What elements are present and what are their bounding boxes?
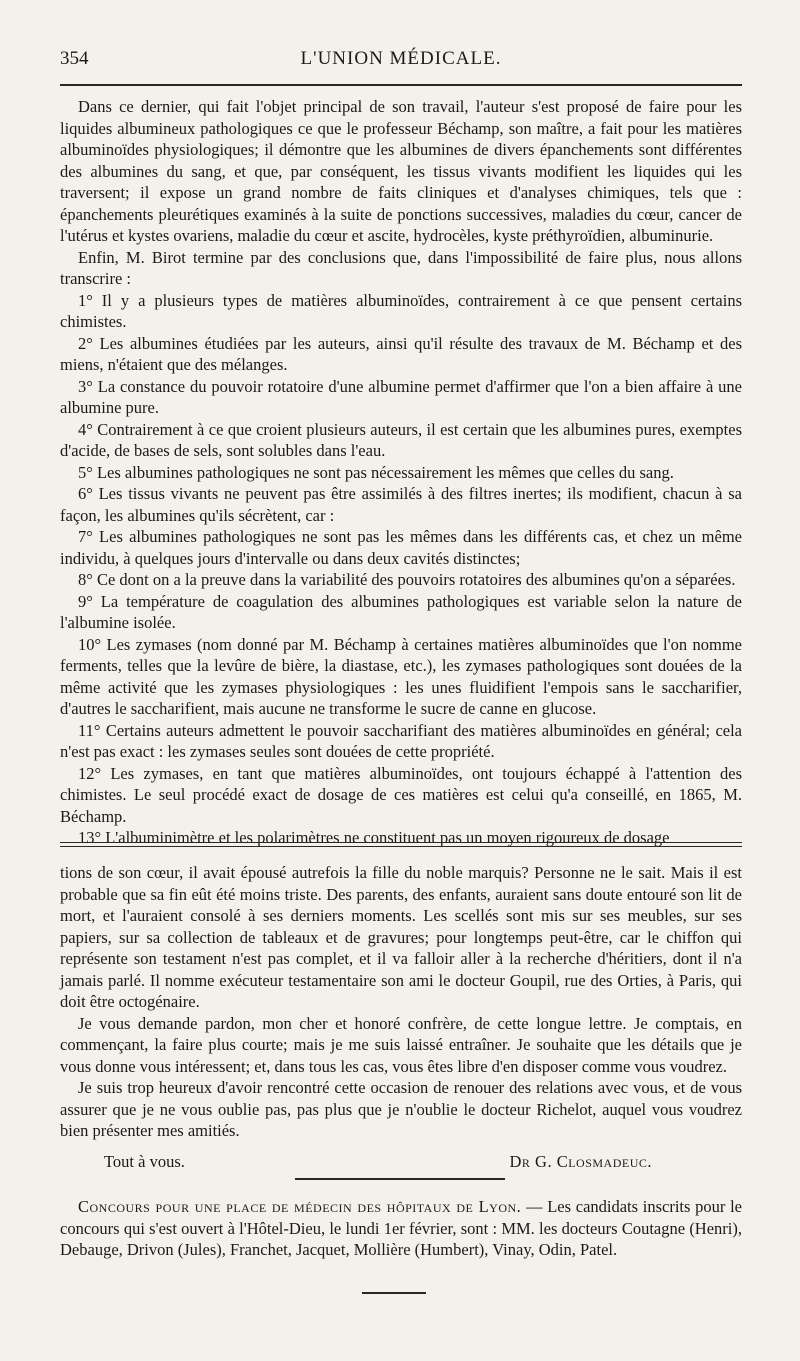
conclusion-item: 13° L'albuminimètre et les polarimètres ne constituent pas un moyen rigoureux de dosage <box>78 828 670 847</box>
conclusion-item: 3° La constance du pouvoir rotatoire d'une albumine permet d'affirmer que l'on a bien affaire à une albumine pure. <box>60 376 742 417</box>
end-rule <box>362 1292 426 1294</box>
letter-closing: Tout à vous. <box>104 1151 185 1171</box>
conclusion-intro-paragraph: Enfin, M. Birot termine par des conclusions que, dans l'impossibilité de faire plus, nous allons transcrire : <box>60 247 742 288</box>
section-divider-lower <box>60 846 742 847</box>
notice-paragraph <box>60 1196 742 1261</box>
letter-paragraphs <box>60 862 742 1142</box>
conclusion-item: 11° Certains auteurs admettent le pouvoir saccharifiant des matières albuminoïdes en général; cela n'est pas exact : les zymases seules sont douées de cette propriété. <box>60 720 742 761</box>
conclusion-item: 4° Contrairement à ce que croient plusieurs auteurs, il est certain que les albumines pures, exemptes d'acide, de bases de sels, sont solubles dans l'eau. <box>60 419 742 460</box>
header-rule <box>60 84 742 86</box>
letter-signoff <box>60 1150 742 1176</box>
letter-signature: Dr G. Closmadeuc. <box>509 1151 652 1171</box>
conclusion-item: 12° Les zymases, en tant que matières albuminoïdes, ont toujours échappé à l'attention des chimistes. Le seul procédé exact de dosage de ces matières est celui qu'a conseillé, en 1865, M. Béchamp. <box>60 763 742 826</box>
running-title: L'UNION MÉDICALE. <box>300 48 502 69</box>
conclusion-item: 8° Ce dont on a la preuve dans la variabilité des pouvoirs rotatoires des albumines qu'on a séparées. <box>78 570 736 589</box>
letter-paragraph: Je suis trop heureux d'avoir rencontré cette occasion de renouer des relations avec vous, et de vous assurer que je ne vous oublie pas, pas plus que je n'oublie le docteur Richelot, auquel vous voudrez bien présenter mes amitiés. <box>60 1078 742 1140</box>
conclusions-list <box>60 290 742 849</box>
review-section <box>60 96 742 849</box>
conclusion-item: 9° La température de coagulation des albumines pathologiques est variable selon la nature de l'albumine isolée. <box>60 591 742 632</box>
letter-paragraph: tions de son cœur, il avait épousé autrefois la fille du noble marquis? Personne ne le sait. Mais il est probable que sa fin eût été moins triste. Des parents, des enfants, auraient sans doute entouré son lit de mort, et l'auraient consolé à ses derniers moments. Les scellés sont mis sur ses meubles, sur ses papiers, sur sa collection de tableaux et de gravures; pour longtemps peut-être, car le chiffon qui représente son testament n'est pas complet, et il va falloir aller à la recherche d'héritiers, dont il n'a jamais parlé. Il nomme exécuteur testamentaire son ami le docteur Goupil, rue des Orties, à Paris, qui doit être octogénaire. <box>60 863 742 1011</box>
page-number: 354 <box>60 48 89 69</box>
conclusion-item: 7° Les albumines pathologiques ne sont pas les mêmes dans les différents cas, et chez un même individu, à quelques jours d'intervalle ou dans deux cavités distinctes; <box>60 527 742 568</box>
notice-heading: Concours pour une place de médecin des hôpitaux de Lyon. <box>78 1197 522 1216</box>
conclusion-item: 1° Il y a plusieurs types de matières albuminoïdes, contrairement à ce que pensent certains chimistes. <box>60 290 742 331</box>
conclusion-item: 10° Les zymases (nom donné par M. Béchamp à certaines matières albuminoïdes que l'on nomme ferments, telles que la levûre de bière, la diastase, etc.), les zymases pathologiques sont douées de la même activité que les zymases physiologiques : les unes fluidifient l'empois sans le saccharifier, d'autres le saccharifient, mais aucune ne transforme le sucre de canne en glucose. <box>60 634 742 718</box>
notice-body: — Les candidats inscrits pour le concours qui s'est ouvert à l'Hôtel-Dieu, le lundi 1er février, sont : MM. les docteurs Coutagne (Henri), Debauge, Drivon (Jules), Franchet, Jacquet, Mollière (Humbert), Vinay, Odin, Patel. <box>60 1197 742 1259</box>
conclusion-item: 2° Les albumines étudiées par les auteurs, ainsi qu'il résulte des travaux de M. Béchamp et des miens, n'étaient que des mélanges. <box>60 333 742 374</box>
letter-section <box>60 862 742 1176</box>
notice-separator-rule <box>295 1178 505 1180</box>
page-header <box>60 48 742 78</box>
section-divider-upper <box>60 842 742 843</box>
review-intro-paragraph: Dans ce dernier, qui fait l'objet principal de son travail, l'auteur s'est proposé de faire pour les liquides albumineux pathologiques ce que le professeur Béchamp, son maître, a fait pour les matières albuminoïdes physiologiques; il démontre que les albumines de divers épanchements sont différentes des albumines du sang, et que, par conséquent, les tissus vivants modifient les liquides qui les traversent; il expose un grand nombre de faits cliniques et d'analyses chimiques, tels que : épanchements pleurétiques examinés à la suite de ponctions successives, maladies du cœur, cancer de l'utérus et kystes ovariens, maladie du cœur et ascite, hydrocèles, kyste préthyroïdien, albuminurie. <box>60 97 742 245</box>
news-notice <box>60 1196 742 1261</box>
conclusion-item: 6° Les tissus vivants ne peuvent pas être assimilés à des filtres inertes; ils modifient, chacun à sa façon, les albumines qu'ils sécrètent, car : <box>60 484 742 525</box>
conclusion-item: 5° Les albumines pathologiques ne sont pas nécessairement les mêmes que celles du sang. <box>78 462 674 482</box>
letter-paragraph: Je vous demande pardon, mon cher et honoré confrère, de cette longue lettre. Je comptais, en commençant, la faire plus courte; mais je me suis laissé entraîner. Je souhaite que les détails que je vous donne vous intéressent; et, dans tous les cas, vous êtes libre d'en disposer comme vous voudrez. <box>60 1013 742 1076</box>
